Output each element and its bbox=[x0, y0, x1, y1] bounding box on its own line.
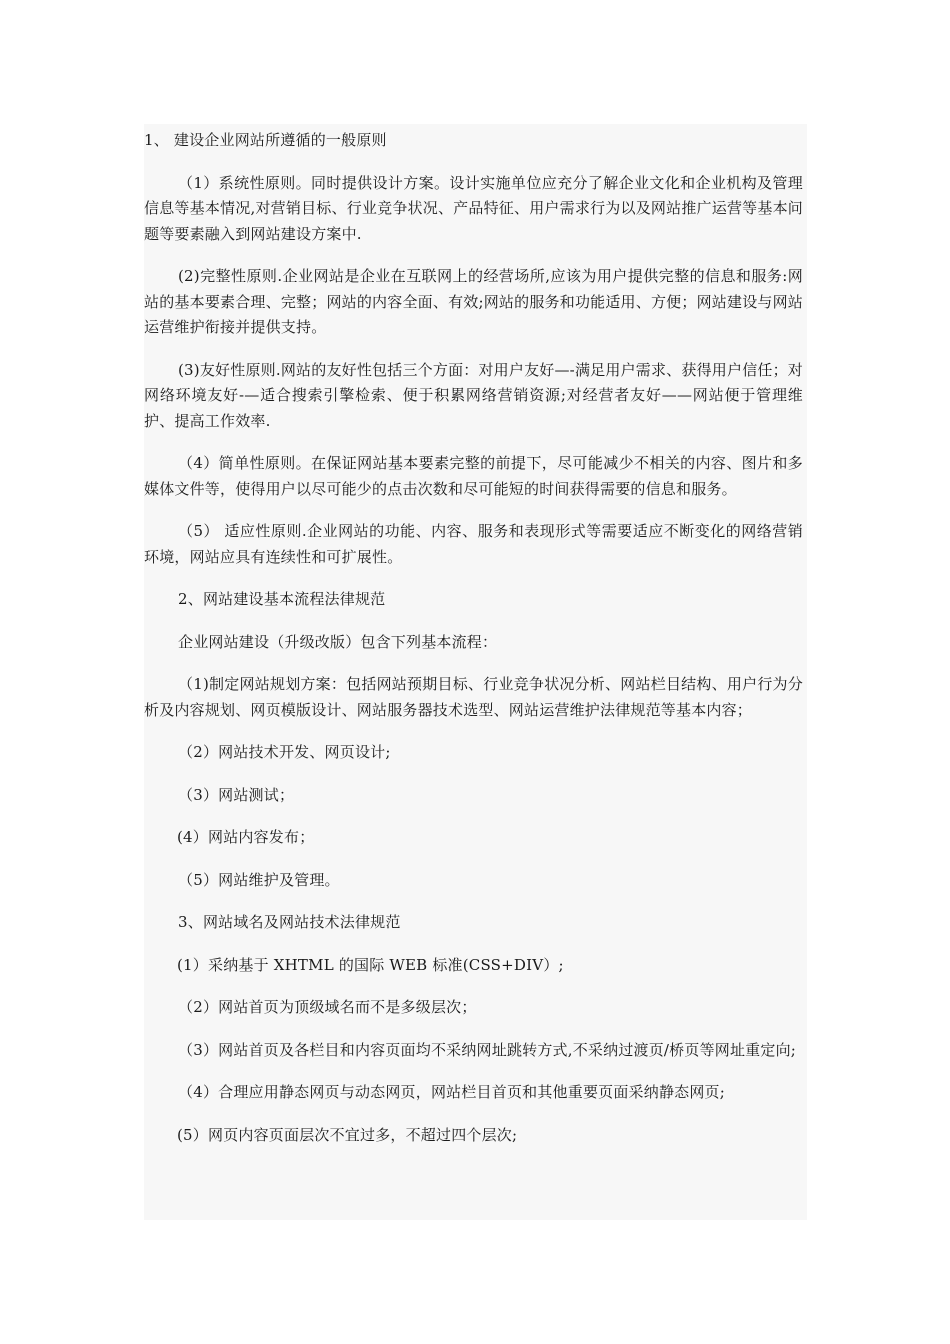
list-item-tech-3: （3）网站首页及各栏目和内容页面均不采纳网址跳转方式,不采纳过渡页/桥页等网址重定向; bbox=[178, 1040, 797, 1059]
list-item-process-4: (4）网站内容发布； bbox=[177, 828, 315, 846]
paragraph-friendliness-principle: (3)友好性原则.网站的友好性包括三个方面：对用户友好—-满足用户需求、获得用户信任；对网络环境友好-—适合搜索引擎检索、便于积累网络营销资源;对经营者友好——网站便于管理维护、提高工作效率. bbox=[144, 360, 803, 430]
section-heading-1: 1、 建设企业网站所遵循的一般原则 bbox=[144, 131, 387, 149]
section-heading-3: 3、网站域名及网站技术法律规范 bbox=[178, 913, 401, 931]
list-item-process-2: （2）网站技术开发、网页设计; bbox=[178, 743, 391, 761]
paragraph-adaptability-principle: （5） 适应性原则.企业网站的功能、内容、服务和表现形式等需要适应不断变化的网络营销环境，网站应具有连续性和可扩展性。 bbox=[144, 522, 803, 566]
list-item-tech-1: (1）采纳基于 XHTML 的国际 WEB 标准(CSS+DIV）; bbox=[177, 955, 564, 974]
paragraph-completeness-principle: (2)完整性原则.企业网站是企业在互联网上的经营场所,应该为用户提供完整的信息和服务:网站的基本要素合理、完整；网站的内容全面、有效;网站的服务和功能适用、方便；网站建设与网站运营维护衔接并提供支持。 bbox=[144, 267, 803, 336]
document-body bbox=[144, 124, 807, 1220]
paragraph-simplicity-principle: （4）简单性原则。在保证网站基本要素完整的前提下，尽可能减少不相关的内容、图片和多媒体文件等，使得用户以尽可能少的点击次数和尽可能短的时间获得需要的信息和服务。 bbox=[144, 454, 803, 498]
paragraph-systematic-principle: （1）系统性原则。同时提供设计方案。设计实施单位应充分了解企业文化和企业机构及管理信息等基本情况,对营销目标、行业竞争状况、产品特征、用户需求行为以及网站推广运营等基本问题等要素融入到网站建设方案中. bbox=[144, 173, 803, 243]
list-item-tech-5: (5）网页内容页面层次不宜过多，不超过四个层次; bbox=[177, 1125, 518, 1144]
list-item-tech-4: （4）合理应用静态网页与动态网页，网站栏目首页和其他重要页面采纳静态网页; bbox=[178, 1083, 726, 1101]
list-item-tech-2: （2）网站首页为顶级域名而不是多级层次； bbox=[178, 998, 477, 1016]
list-item-process-3: （3）网站测试； bbox=[178, 785, 295, 804]
paragraph-process-intro: 企业网站建设（升级改版）包含下列基本流程： bbox=[178, 632, 498, 651]
list-item-process-5: （5）网站维护及管理。 bbox=[178, 870, 340, 889]
section-heading-2: 2、网站建设基本流程法律规范 bbox=[178, 590, 386, 608]
list-item-process-1: （1)制定网站规划方案：包括网站预期目标、行业竞争状况分析、网站栏目结构、用户行为分析及内容规划、网页模版设计、网站服务器技术选型、网站运营维护法律规范等基本内容； bbox=[144, 675, 803, 719]
